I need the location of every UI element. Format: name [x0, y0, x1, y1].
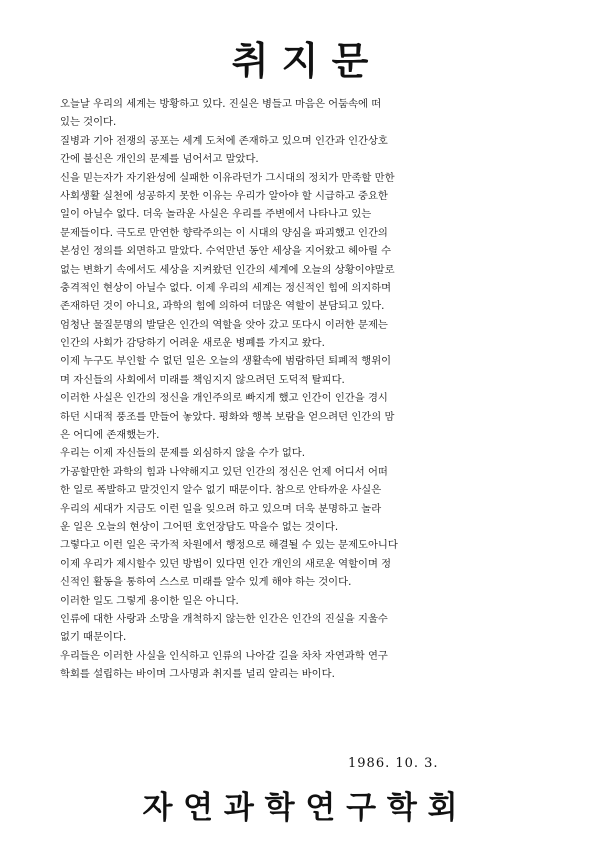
- text-line: 신을 믿는자가 자기완성에 실패한 이유라던가 그시대의 정치가 만족할 만한: [60, 171, 395, 184]
- text-line: 있는 것이다.: [60, 116, 117, 129]
- text-line: 가공할만한 과학의 힘과 나약해지고 있던 인간의 정신은 언제 어디서 어떠: [60, 465, 388, 478]
- text-line: 질병과 기아 전쟁의 공포는 세계 도처에 존재하고 있으며 인간과 인간상호: [60, 134, 388, 147]
- text-line: 문제들이다. 극도로 만연한 향락주의는 이 시대의 양심을 파괴했고 인간의: [60, 226, 388, 239]
- text-line: 우리들은 이러한 사실을 인식하고 인류의 나아갈 길을 차차 자연과학 연구: [60, 649, 388, 662]
- text-line: 이제 누구도 부인할 수 없던 일은 오늘의 생활속에 범람하던 퇴폐적 행위이: [60, 355, 392, 368]
- text-line: 충격적인 현상이 아닐수 없다. 이제 우리의 세계는 정신적인 힘에 의지하며: [60, 281, 392, 294]
- organization-name: 자 연 과 학 연 구 학 회: [142, 790, 458, 826]
- text-line: 신적인 활동을 통하여 스스로 미래를 알수 있게 해야 하는 것이다.: [60, 576, 352, 589]
- text-line: 없는 변화기 속에서도 세상을 지켜왔던 인간의 세계에 오늘의 상황이야말로: [60, 263, 395, 276]
- text-line: 이러한 일도 그렇게 용이한 일은 아니다.: [60, 594, 239, 607]
- document-date: 1986. 10. 3.: [348, 756, 439, 771]
- text-line: 은 어디에 존재했는가.: [60, 429, 160, 442]
- text-line: 그렇다고 이런 일은 국가적 차원에서 행정으로 해결될 수 있는 문제도아니다: [60, 539, 398, 552]
- text-line: 인류에 대한 사랑과 소망을 개척하지 않는한 인간은 인간의 진실을 지울수: [60, 612, 388, 625]
- text-line: 엄청난 물질문명의 발달은 인간의 역할을 앗아 갔고 또다시 이러한 문제는: [60, 318, 388, 331]
- text-line: 우리는 이제 자신들의 문제를 외심하지 않을 수가 없다.: [60, 447, 306, 460]
- text-line: 한 일로 폭발하고 말것인지 알수 없기 때문이다. 참으로 안타까운 사실은: [60, 484, 382, 497]
- text-line: 없기 때문이다.: [60, 631, 127, 644]
- text-line: 우리의 세대가 지금도 이런 일을 잊으려 하고 있으며 더욱 분명하고 놀라: [60, 502, 382, 515]
- text-line: 학회를 설립하는 바이며 그사명과 취지를 널리 알리는 바이다.: [60, 668, 335, 681]
- text-line: 하던 시대적 풍조를 만들어 놓았다. 평화와 행복 보람을 얻으려던 인간의 맘: [60, 410, 395, 423]
- document-title: 취 지 문: [231, 38, 369, 83]
- text-line: 이러한 사실은 인간의 정신을 개인주의로 빠지게 했고 인간이 인간을 경시: [60, 392, 388, 405]
- text-line: 본성인 정의를 외면하고 말았다. 수억만년 동안 세상을 지어왔고 헤아릴 수: [60, 245, 392, 258]
- text-line: 인간의 사회가 감당하기 어려운 새로운 병폐를 가지고 왔다.: [60, 337, 325, 350]
- text-line: 며 자신들의 사회에서 미래를 책임지지 않으려던 도덕적 탈피다.: [60, 373, 345, 386]
- text-line: 운 일은 오늘의 현상이 그어떤 호언장담도 막을수 없는 것이다.: [60, 520, 339, 533]
- body-text: [60, 95, 550, 684]
- text-line: 존재하던 것이 아니요, 과학의 힘에 의하여 더많은 역할이 분담되고 있다.: [60, 300, 385, 313]
- text-line: 간에 불신은 개인의 문제를 넘어서고 말았다.: [60, 153, 259, 166]
- text-line: 오늘날 우리의 세계는 방황하고 있다. 진실은 병들고 마음은 어둠속에 떠: [60, 98, 382, 110]
- text-line: 일이 아닐수 없다. 더욱 놀라운 사실은 우리를 주변에서 나타나고 있는: [60, 208, 372, 221]
- text-line: 이제 우리가 제시할수 있던 방법이 있다면 인간 개인의 새로운 역할이며 정: [60, 557, 392, 570]
- text-line: 사회생활 실천에 성공하지 못한 이유는 우리가 알아야 할 시급하고 중요한: [60, 189, 388, 202]
